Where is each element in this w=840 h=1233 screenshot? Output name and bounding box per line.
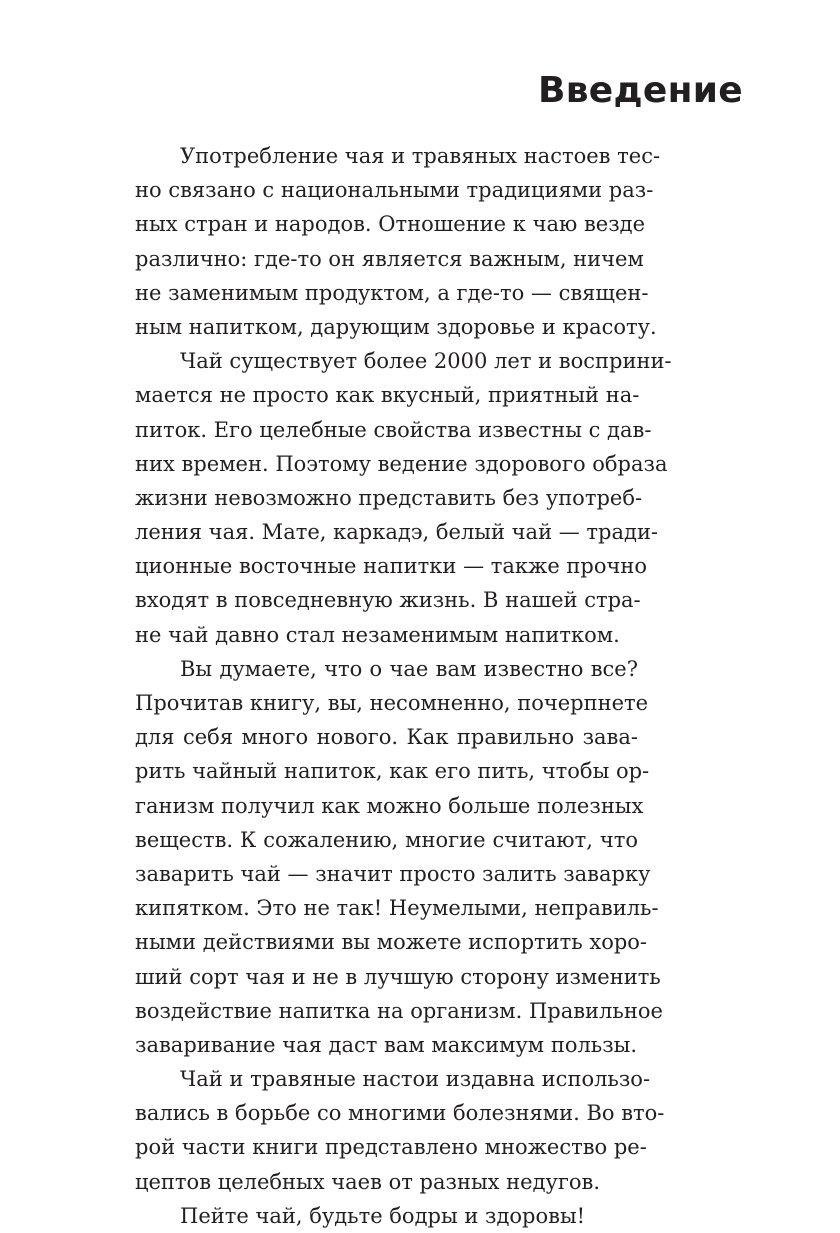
text-line: ным напитком, дарующим здоровье и красоту. (135, 314, 657, 339)
text-line: вались в борьбе со многими болезнями. Во вто- (135, 1101, 665, 1126)
text-line: заваривание чая даст вам максимум пользы. (135, 1032, 638, 1057)
text-line: Чай существует более 2000 лет и восприни- (180, 349, 672, 374)
paragraph (135, 1199, 638, 1233)
text-line: Вы думаете, что о чае вам известно все? (180, 656, 638, 681)
text-line: воздействие напитка на организм. Правильное (135, 998, 663, 1023)
text-line: ных стран и народов. Отношение к чаю везде (135, 212, 646, 237)
text-line: ганизм получил как можно больше полезных (135, 793, 644, 818)
text-line: ционные восточные напитки — также прочно (135, 554, 648, 579)
text-line: Пейте чай, будьте бодры и здоровы! (180, 1203, 586, 1228)
text-line: Чай и травяные настои издавна использо- (180, 1067, 651, 1092)
paragraph (135, 344, 672, 652)
text-line: Употребление чая и травяных настоев тес- (180, 144, 661, 168)
text-line: но связано с национальными традициями раз- (135, 178, 654, 203)
text-line: для себя много нового. Как правильно зава- (135, 725, 638, 750)
text-line: мается не просто как вкусный, приятный на- (135, 383, 640, 408)
chapter-body (135, 139, 672, 1233)
text-line: заварить чай — значит просто залить заварку (135, 861, 651, 886)
text-line: жизни невозможно представить без употреб- (135, 485, 643, 510)
text-line: рой части книги представлено множество ре- (135, 1135, 647, 1160)
paragraph (135, 1062, 665, 1199)
text-line: не заменимым продуктом, а где-то — священ- (135, 280, 649, 305)
text-line: ными действиями вы можете испортить хоро- (135, 930, 648, 955)
text-line: входят в повседневную жизнь. В нашей стра- (135, 588, 641, 613)
text-line: Прочитав книгу, вы, несомненно, почерпнете (135, 691, 649, 715)
chapter-title: Введение (537, 70, 743, 111)
text-line: ший сорт чая и не в лучшую сторону изменить (135, 964, 661, 989)
text-line: рить чайный напиток, как его пить, чтобы ор- (135, 759, 650, 784)
text-line: веществ. К сожалению, многие считают, что (135, 827, 638, 852)
text-line: не чай давно стал незаменимым напитком. (135, 622, 620, 647)
paragraph (135, 139, 661, 344)
text-line: различно: где-то он является важным, ничем (135, 246, 644, 271)
text-line: питок. Его целебные свойства известны с дав- (135, 417, 652, 442)
text-line: цептов целебных чаев от разных недугов. (135, 1169, 601, 1194)
paragraph (135, 652, 663, 1062)
text-line: них времен. Поэтому ведение здорового образа (135, 451, 668, 476)
text-line: кипятком. Это не так! Неумелыми, неправиль- (135, 896, 659, 921)
text-line: ления чая. Мате, каркадэ, белый чай — тради- (135, 520, 659, 545)
